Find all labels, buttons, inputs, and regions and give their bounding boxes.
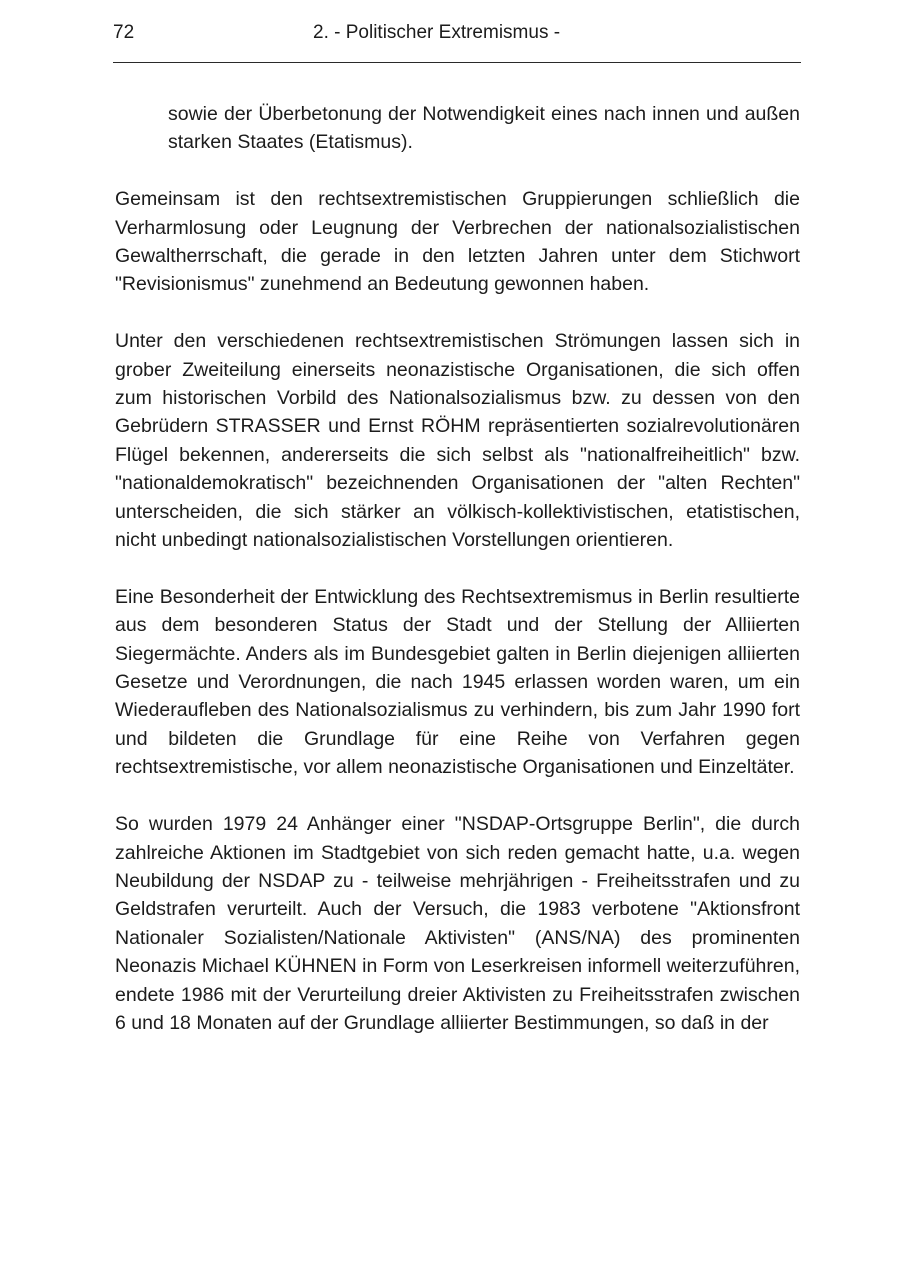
paragraph: Eine Besonderheit der Entwicklung des Rechtsextremismus in Berlin resultierte aus dem besonderen Status der Stadt und der Stellung der Alliierten Siegermächte. Anders als im Bundesgebiet galten in Berlin diejenigen alliierten Gesetze und Verordnungen, die nach 1945 erlassen worden waren, um ein Wiederaufleben des Nationalsozialismus zu verhindern, bis zum Jahr 1990 fort und bildeten die Grundlage für eine Reihe von Verfahren gegen rechtsextremistische, vor allem neonazistische Organisationen und Einzeltäter.: [115, 585, 800, 779]
running-title: 2. - Politischer Extremismus -: [313, 22, 561, 43]
paragraph: Unter den verschiedenen rechtsextremistischen Strömungen lassen sich in grober Zweiteilung einerseits neonazistische Organisationen, die sich offen zum historischen Vorbild des Nationalsozialismus bzw. zu dessen von den Gebrüdern STRASSER und Ernst RÖHM repräsentierten sozialrevolutionären Flügel bekennen, andererseits die sich selbst als "nationalfreiheitlich" bzw. "nationaldemokratisch" bezeichnenden Organisationen der "alten Rechten" unterscheiden, die sich stärker an völkisch-kollektivistischen, etatistischen, nicht unbedingt nationalsozialistischen Vorstellungen orientieren.: [115, 330, 800, 552]
paragraph-continuation: sowie der Überbetonung der Notwendigkeit eines nach innen und außen starken Staates (Etatismus).: [168, 103, 800, 154]
paragraph: Gemeinsam ist den rechtsextremistischen Gruppierungen schließlich die Verharmlosung oder Leugnung der Verbrechen der nationalsozialistischen Gewaltherrschaft, die gerade in den letzten Jahren unter dem Stichwort "Revisionismus" zunehmend an Bedeutung gewonnen haben.: [115, 188, 800, 296]
page-header: [113, 18, 801, 48]
body-text: [115, 100, 800, 1066]
page-number: 72: [113, 22, 135, 43]
header-rule: [113, 62, 801, 63]
paragraph: So wurden 1979 24 Anhänger einer "NSDAP-Ortsgruppe Berlin", die durch zahlreiche Aktionen im Stadtgebiet von sich reden gemacht hatte, u.a. wegen Neubildung der NSDAP zu - teilweise mehrjährigen - Freiheitsstrafen und zu Geldstrafen verurteilt. Auch der Versuch, die 1983 verbotene "Aktionsfront Nationaler Sozialisten/Nationale Aktivisten" (ANS/NA) des prominenten Neonazis Michael KÜHNEN in Form von Leserkreisen informell weiterzuführen, endete 1986 mit der Verurteilung dreier Aktivisten zu Freiheitsstrafen zwischen 6 und 18 Monaten auf der Grundlage alliierter Bestimmungen, so daß in der: [115, 813, 800, 1034]
